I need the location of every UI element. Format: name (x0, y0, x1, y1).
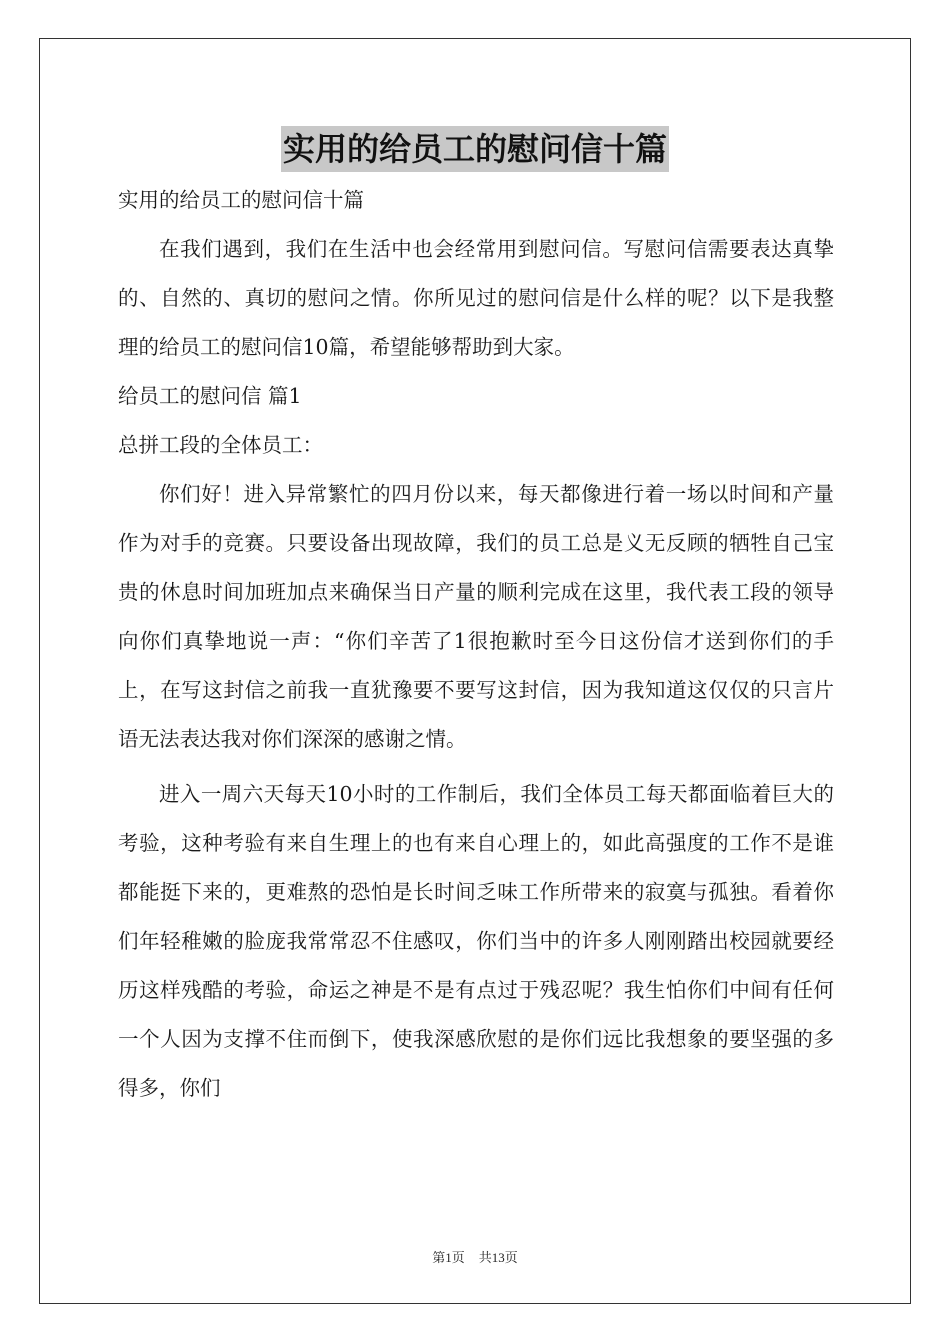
page-footer (0, 1249, 950, 1267)
intro-paragraph: 在我们遇到，我们在生活中也会经常用到慰问信。写慰问信需要表达真挚的、自然的、真切的慰问之情。你所见过的慰问信是什么样的呢？以下是我整理的给员工的慰问信10篇，希望能够帮助到大家。 (118, 237, 834, 359)
subtitle-line: 实用的给员工的慰问信十篇 (118, 188, 364, 212)
document-body (118, 176, 834, 1113)
section-heading: 给员工的慰问信 篇1 (118, 384, 302, 408)
body-paragraph-1: 你们好！进入异常繁忙的四月份以来，每天都像进行着一场以时间和产量作为对手的竞赛。只要设备出现故障，我们的员工总是义无反顾的牺牲自己宝贵的休息时间加班加点来确保当日产量的顺利完成在这里，我代表工段的领导向你们真挚地说一声：“你们辛苦了1很抱歉时至今日这份信才送到你们的手上，在写这封信之前我一直犹豫要不要写这封信，因为我知道这仅仅的只言片语无法表达我对你们深深的感谢之情。 (118, 482, 834, 751)
document-title: 实用的给员工的慰问信十篇 (281, 126, 669, 172)
title-wrap (0, 126, 950, 172)
salutation: 总拼工段的全体员工： (118, 433, 323, 457)
body-paragraph-2: 进入一周六天每天10小时的工作制后，我们全体员工每天都面临着巨大的考验，这种考验有来自生理上的也有来自心理上的，如此高强度的工作不是谁都能挺下来的，更难熬的恐怕是长时间乏味工作所带来的寂寞与孤独。看着你们年轻稚嫩的脸庞我常常忍不住感叹，你们当中的许多人刚刚踏出校园就要经历这样残酷的考验，命运之神是不是有点过于残忍呢？我生怕你们中间有任何一个人因为支撑不住而倒下，使我深感欣慰的是你们远比我想象的要坚强的多得多，你们 (118, 782, 834, 1100)
page-number: 第1页 (432, 1250, 465, 1265)
page-total: 共13页 (478, 1250, 518, 1265)
